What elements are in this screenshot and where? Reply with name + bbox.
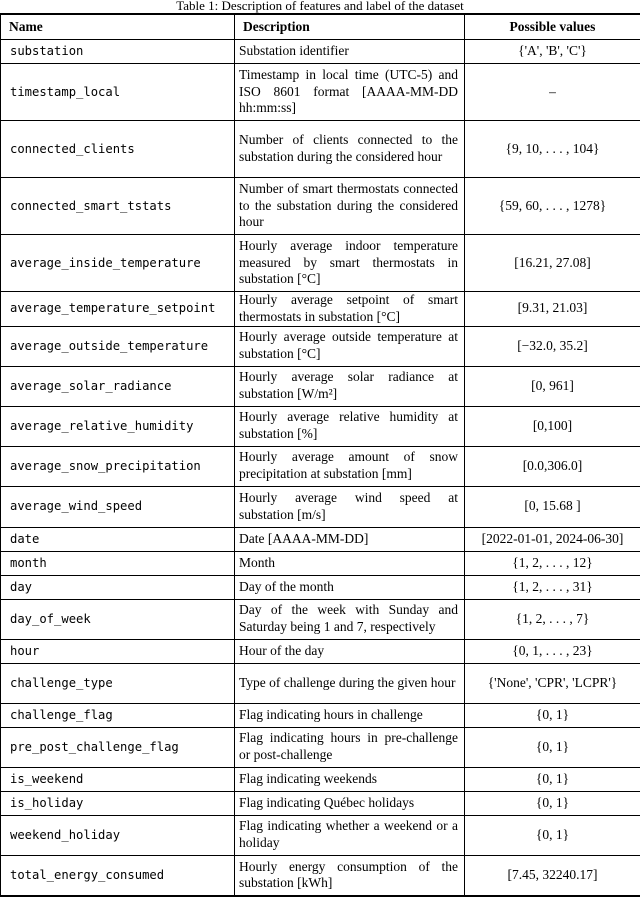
table-row (1, 855, 640, 896)
table-row (1, 767, 640, 791)
cell-description: Flag indicating whether a weekend or a holiday (235, 815, 465, 855)
cell-values: [7.45, 32240.17] (465, 855, 640, 896)
header-name: Name (1, 14, 235, 40)
table-row (1, 663, 640, 703)
table-row (1, 64, 640, 121)
cell-description: Flag indicating hours in challenge (235, 703, 465, 727)
cell-name: substation (1, 40, 235, 64)
cell-name: month (1, 551, 235, 575)
cell-name: total_energy_consumed (1, 855, 235, 896)
cell-name: connected_smart_tstats (1, 178, 235, 235)
cell-description: Flag indicating hours in pre-challenge or post-challenge (235, 727, 465, 767)
table-caption: Table 1: Description of features and label of the dataset (176, 0, 464, 13)
cell-values: [9.31, 21.03] (465, 292, 640, 327)
cell-description: Hour of the day (235, 639, 465, 663)
cell-name: day (1, 575, 235, 599)
cell-values: [0.0,306.0] (465, 446, 640, 486)
cell-name: pre_post_challenge_flag (1, 727, 235, 767)
cell-name: average_relative_humidity (1, 406, 235, 446)
cell-values: [0, 15.68 ] (465, 486, 640, 527)
cell-description: Date [AAAA-MM-DD] (235, 527, 465, 551)
cell-values: {0, 1} (465, 727, 640, 767)
table-row (1, 486, 640, 527)
table-header-row (1, 14, 640, 40)
table-row (1, 366, 640, 406)
table-body (1, 40, 640, 897)
cell-name: date (1, 527, 235, 551)
cell-values: {0, 1} (465, 767, 640, 791)
cell-name: is_holiday (1, 791, 235, 815)
cell-values: {'A', 'B', 'C'} (465, 40, 640, 64)
cell-description: Month (235, 551, 465, 575)
cell-values: {59, 60, . . . , 1278} (465, 178, 640, 235)
cell-values: [2022-01-01, 2024-06-30] (465, 527, 640, 551)
cell-values: [−32.0, 35.2] (465, 326, 640, 366)
cell-description: Type of challenge during the given hour (235, 663, 465, 703)
features-table (0, 13, 640, 897)
table-row (1, 791, 640, 815)
cell-values: {0, 1} (465, 791, 640, 815)
cell-description: Flag indicating Québec holidays (235, 791, 465, 815)
cell-description: Hourly energy consumption of the substation [kWh] (235, 855, 465, 896)
cell-values: [16.21, 27.08] (465, 235, 640, 292)
cell-name: average_outside_temperature (1, 326, 235, 366)
table-row (1, 326, 640, 366)
table-row (1, 121, 640, 178)
table-row (1, 446, 640, 486)
cell-description: Hourly average setpoint of smart thermostats in substation [°C] (235, 292, 465, 327)
cell-name: average_snow_precipitation (1, 446, 235, 486)
cell-values: {9, 10, . . . , 104} (465, 121, 640, 178)
cell-name: challenge_flag (1, 703, 235, 727)
cell-values: – (465, 64, 640, 121)
cell-description: Timestamp in local time (UTC-5) and ISO 8601 format [AAAA-MM-DD hh:mm:ss] (235, 64, 465, 121)
header-possible-values: Possible values (465, 14, 640, 40)
table-row (1, 178, 640, 235)
table-row (1, 40, 640, 64)
cell-name: hour (1, 639, 235, 663)
cell-name: average_solar_radiance (1, 366, 235, 406)
cell-name: challenge_type (1, 663, 235, 703)
cell-name: day_of_week (1, 599, 235, 639)
cell-name: average_temperature_setpoint (1, 292, 235, 327)
cell-description: Day of the week with Sunday and Saturday being 1 and 7, respectively (235, 599, 465, 639)
table-row (1, 575, 640, 599)
cell-description: Number of clients connected to the substation during the considered hour (235, 121, 465, 178)
table-row (1, 551, 640, 575)
table-row (1, 599, 640, 639)
cell-values: [0,100] (465, 406, 640, 446)
cell-name: weekend_holiday (1, 815, 235, 855)
cell-name: average_inside_temperature (1, 235, 235, 292)
header-description: Description (235, 14, 465, 40)
table-row (1, 703, 640, 727)
cell-values: {1, 2, . . . , 12} (465, 551, 640, 575)
cell-description: Hourly average outside temperature at substation [°C] (235, 326, 465, 366)
table-row (1, 639, 640, 663)
cell-name: timestamp_local (1, 64, 235, 121)
table-row (1, 235, 640, 292)
cell-name: is_weekend (1, 767, 235, 791)
table-row (1, 727, 640, 767)
cell-description: Hourly average indoor temperature measured by smart thermostats in substation [°C] (235, 235, 465, 292)
cell-description: Flag indicating weekends (235, 767, 465, 791)
cell-values: {1, 2, . . . , 31} (465, 575, 640, 599)
cell-name: connected_clients (1, 121, 235, 178)
cell-description: Hourly average wind speed at substation [m/s] (235, 486, 465, 527)
table-row (1, 292, 640, 327)
cell-description: Day of the month (235, 575, 465, 599)
table-row (1, 527, 640, 551)
cell-values: {0, 1} (465, 815, 640, 855)
cell-description: Hourly average amount of snow precipitation at substation [mm] (235, 446, 465, 486)
cell-values: {1, 2, . . . , 7} (465, 599, 640, 639)
cell-description: Hourly average solar radiance at substation [W/m²] (235, 366, 465, 406)
cell-values: [0, 961] (465, 366, 640, 406)
cell-description: Hourly average relative humidity at substation [%] (235, 406, 465, 446)
cell-description: Number of smart thermostats connected to the substation during the considered hour (235, 178, 465, 235)
cell-values: {0, 1} (465, 703, 640, 727)
cell-values: {0, 1, . . . , 23} (465, 639, 640, 663)
table-row (1, 406, 640, 446)
cell-name: average_wind_speed (1, 486, 235, 527)
cell-values: {'None', 'CPR', 'LCPR'} (465, 663, 640, 703)
table-row (1, 815, 640, 855)
cell-description: Substation identifier (235, 40, 465, 64)
